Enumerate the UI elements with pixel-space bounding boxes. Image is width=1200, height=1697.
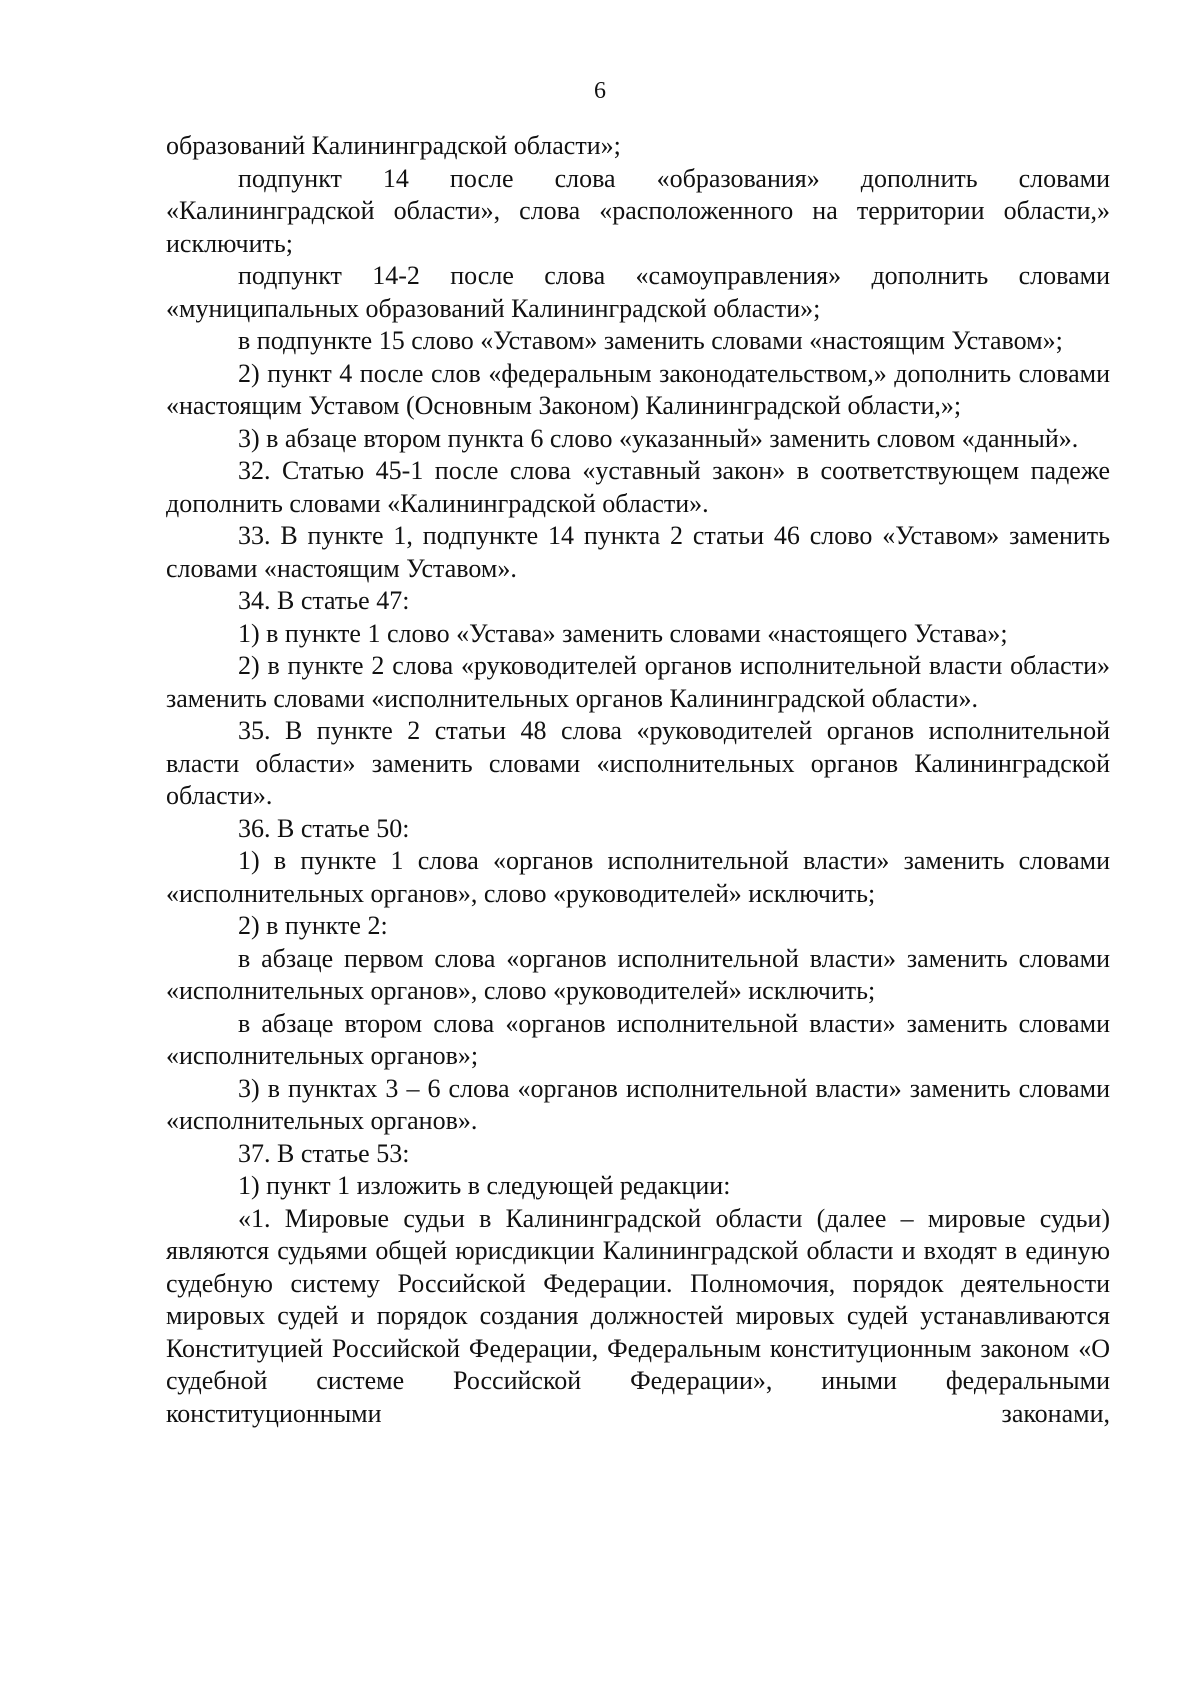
page-number: 6 (594, 78, 606, 104)
paragraph: 3) в пунктах 3 – 6 слова «органов исполнительной власти» заменить словами «исполнительных органов». (166, 1073, 1110, 1135)
paragraph: «1. Мировые судьи в Калининградской области (далее – мировые судьи) являются судьями общей юрисдикции Калининградской области и входят в единую судебную систему Российской Федерации. Полномочия, порядок деятельности мировых судей и порядок создания должностей мировых судей устанавливаются Конституцией Российской Федерации, Федеральным конституционным законом «О судебной системе Российской Федерации», иными федеральными конституционными законами, (166, 1203, 1110, 1428)
paragraph: 37. В статье 53: (238, 1138, 410, 1168)
paragraph: подпункт 14-2 после слова «самоуправления» дополнить словами «муниципальных образований Калининградской области»; (166, 261, 1110, 323)
paragraph: 34. В статье 47: (238, 586, 410, 615)
paragraph: 3) в абзаце втором пункта 6 слово «указанный» заменить словом «данный». (238, 423, 1079, 453)
paragraph: 32. Статью 45-1 после слова «уставный закон» в соответствующем падеже дополнить словами «Калининградской области». (166, 456, 1110, 518)
paragraph: 2) пункт 4 после слов «федеральным законодательством,» дополнить словами «настоящим Уставом (Основным Законом) Калининградской области,»; (166, 358, 1110, 420)
paragraph: 36. В статье 50: (238, 813, 410, 843)
paragraph: 1) в пункте 1 слова «органов исполнительной власти» заменить словами «исполнительных органов», слово «руководителей» исключить; (166, 846, 1110, 908)
paragraph: в абзаце втором слова «органов исполнительной власти» заменить словами «исполнительных органов»; (166, 1008, 1110, 1070)
paragraph: 35. В пункте 2 статьи 48 слова «руководителей органов исполнительной власти области» заменить словами «исполнительных органов Калининградской области». (166, 716, 1110, 810)
paragraph: 2) в пункте 2: (238, 911, 388, 940)
document-body (166, 130, 1110, 1430)
paragraph: образований Калининградской области»; (166, 131, 621, 160)
paragraph: в подпункте 15 слово «Уставом» заменить словами «настоящим Уставом»; (238, 326, 1063, 355)
paragraph: 1) пункт 1 изложить в следующей редакции: (238, 1171, 731, 1200)
paragraph: 2) в пункте 2 слова «руководителей органов исполнительной власти области» заменить словами «исполнительных органов Калининградской области». (166, 651, 1110, 713)
paragraph: в абзаце первом слова «органов исполнительной власти» заменить словами «исполнительных органов», слово «руководителей» исключить; (166, 943, 1110, 1005)
paragraph: 1) в пункте 1 слово «Устава» заменить словами «настоящего Устава»; (238, 618, 1008, 648)
paragraph: 33. В пункте 1, подпункте 14 пункта 2 статьи 46 слово «Уставом» заменить словами «настоящим Уставом». (166, 521, 1110, 583)
paragraph: подпункт 14 после слова «образования» дополнить словами «Калининградской области», слова «расположенного на территории области,» исключить; (166, 163, 1110, 258)
